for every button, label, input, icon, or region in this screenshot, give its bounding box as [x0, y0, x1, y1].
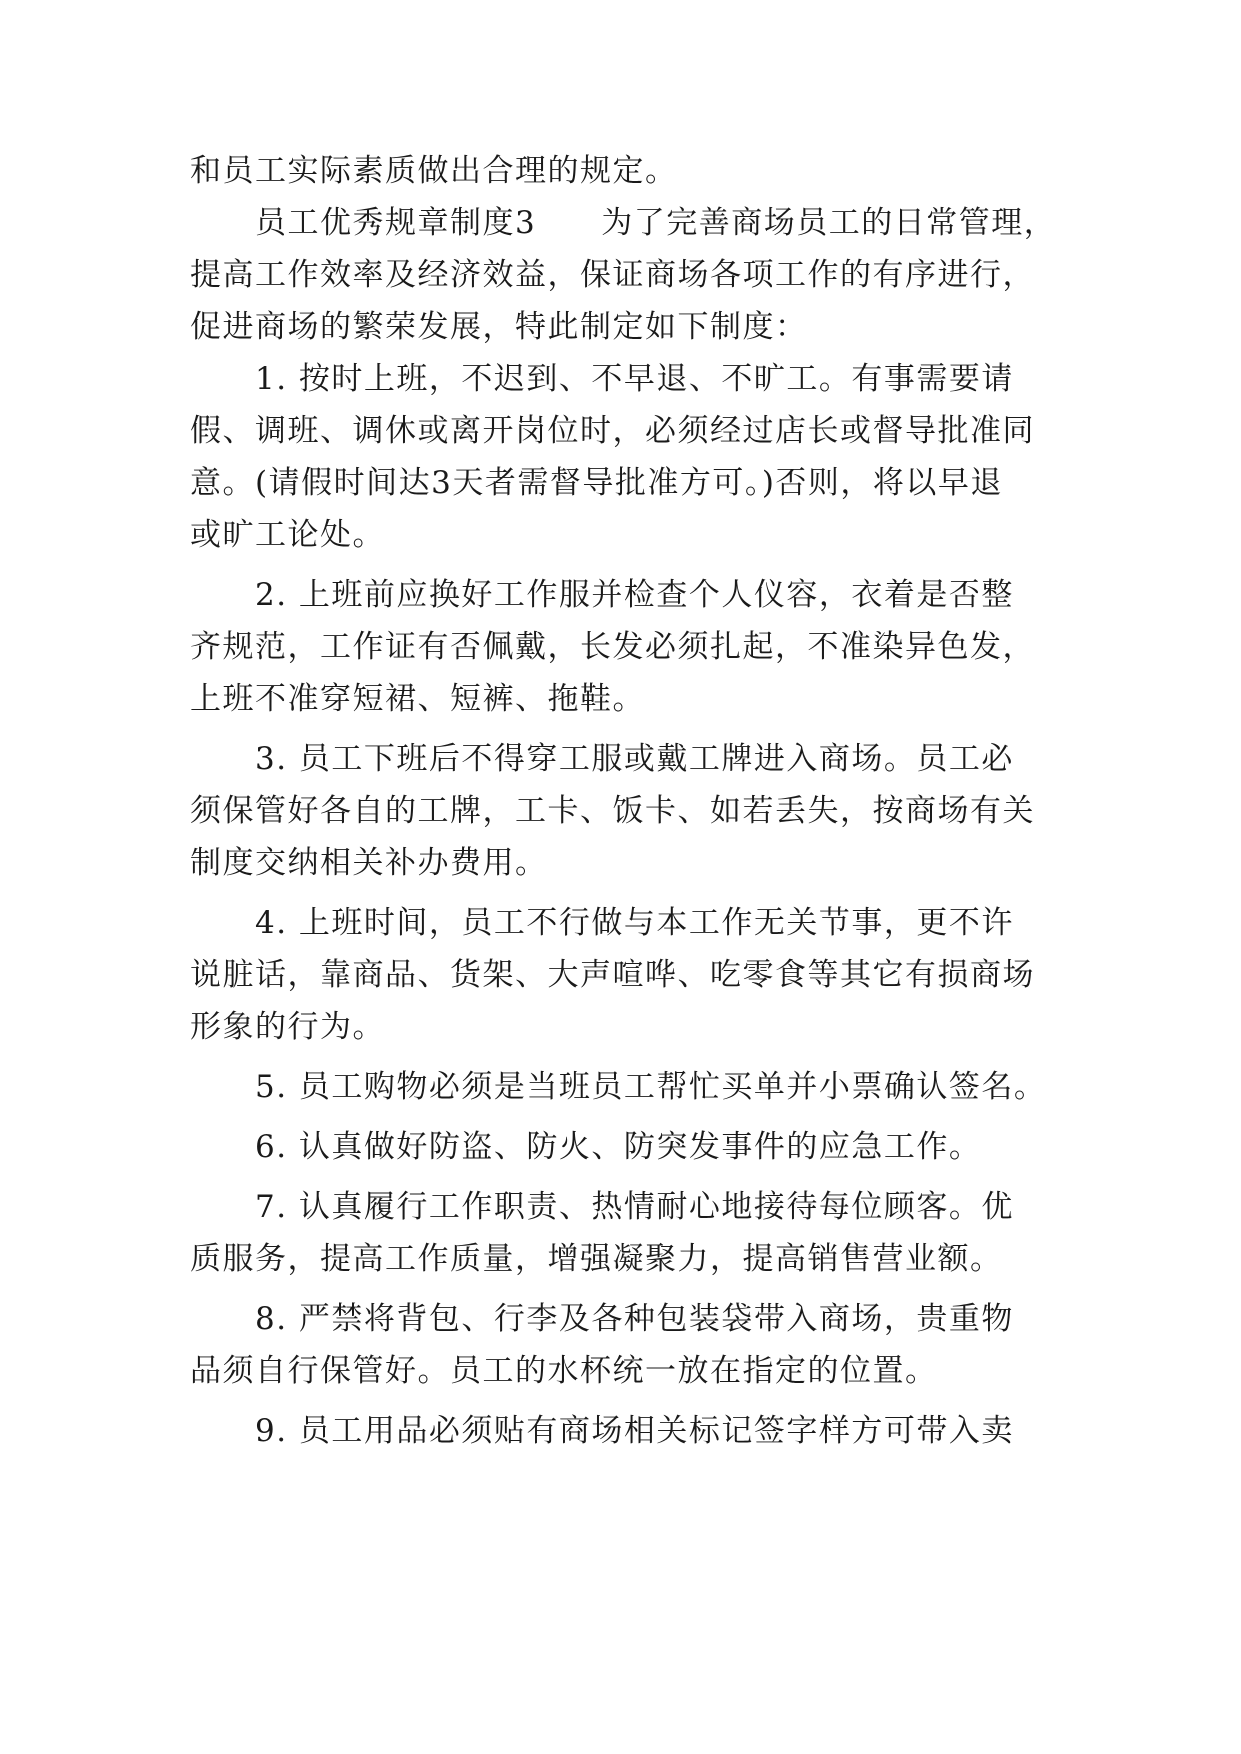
text-line: 品须自行保管好。员工的水杯统一放在指定的位置。 — [190, 1353, 938, 1389]
text-line: 6. 认真做好防盗、防火、防突发事件的应急工作。 — [255, 1129, 982, 1165]
text-line: 和员工实际素质做出合理的规定。 — [190, 153, 678, 189]
text-line: 或旷工论处。 — [190, 517, 385, 553]
text-line: 3. 员工下班后不得穿工服或戴工牌进入商场。员工必 — [255, 741, 1014, 777]
text-line: 上班不准穿短裙、短裤、拖鞋。 — [190, 681, 645, 717]
text-line: 说脏话，靠商品、货架、大声喧哗、吃零食等其它有损商场 — [190, 957, 1035, 993]
text-line: 4. 上班时间，员工不行做与本工作无关节事，更不许 — [255, 905, 1014, 941]
text-line: 意。(请假时间达3天者需督导批准方可。)否则，将以早退 — [190, 465, 1003, 501]
text-line: 提高工作效率及经济效益，保证商场各项工作的有序进行， — [190, 257, 1035, 293]
text-line: 1. 按时上班，不迟到、不早退、不旷工。有事需要请 — [255, 361, 1014, 397]
text-line: 5. 员工购物必须是当班员工帮忙买单并小票确认签名。 — [255, 1069, 1047, 1105]
text-line: 须保管好各自的工牌，工卡、饭卡、如若丢失，按商场有关 — [190, 793, 1035, 829]
text-line: 员工优秀规章制度3 为了完善商场员工的日常管理， — [255, 205, 1057, 241]
text-line: 促进商场的繁荣发展，特此制定如下制度： — [190, 309, 808, 345]
text-line: 假、调班、调休或离开岗位时，必须经过店长或督导批准同 — [190, 413, 1035, 449]
text-line: 形象的行为。 — [190, 1009, 385, 1045]
text-line: 制度交纳相关补办费用。 — [190, 845, 548, 881]
text-line: 齐规范，工作证有否佩戴，长发必须扎起，不准染异色发， — [190, 629, 1035, 665]
text-line: 2. 上班前应换好工作服并检查个人仪容，衣着是否整 — [255, 577, 1014, 613]
text-line: 8. 严禁将背包、行李及各种包装袋带入商场，贵重物 — [255, 1301, 1014, 1337]
text-line: 质服务，提高工作质量，增强凝聚力，提高销售营业额。 — [190, 1241, 1003, 1277]
text-line: 9. 员工用品必须贴有商场相关标记签字样方可带入卖 — [255, 1413, 1014, 1449]
text-line: 7. 认真履行工作职责、热情耐心地接待每位顾客。优 — [255, 1189, 1014, 1225]
